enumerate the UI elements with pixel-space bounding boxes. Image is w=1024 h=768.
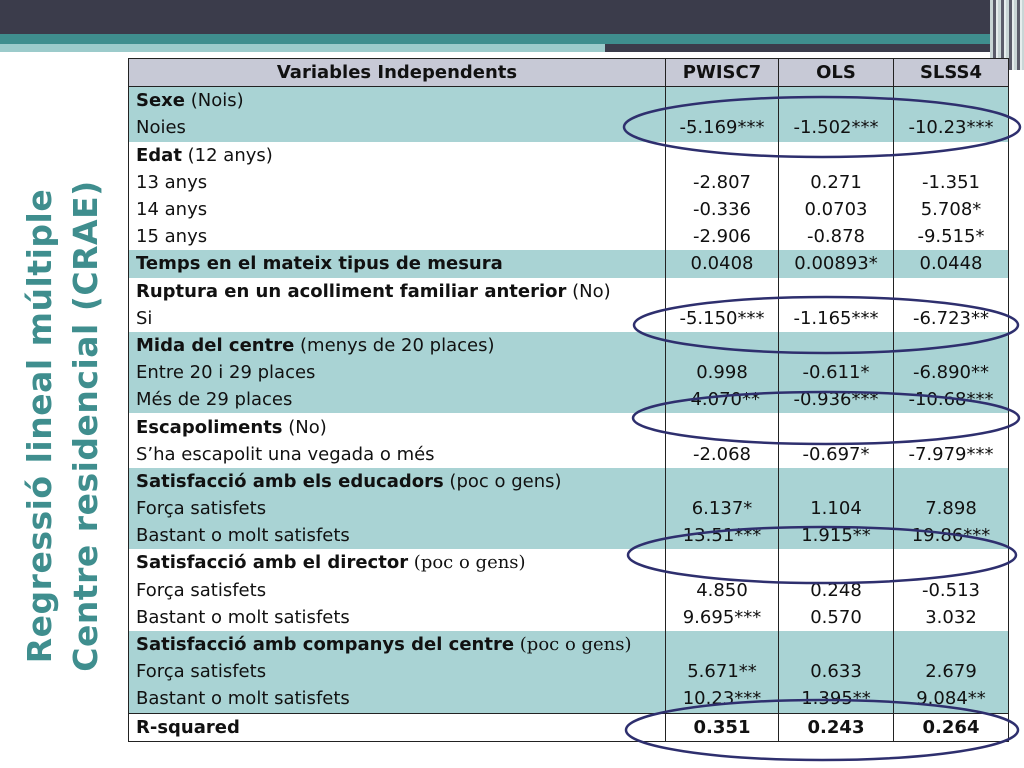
- variable-label: Satisfacció amb companys del centre: [136, 634, 515, 656]
- table-row: [129, 114, 1009, 141]
- value-cell: 3.032: [894, 604, 1009, 631]
- reference-category: (poc o gens): [443, 470, 562, 492]
- category-label: 13 anys: [129, 169, 666, 196]
- table-row: [129, 359, 1009, 386]
- value-cell: -2.906: [666, 223, 779, 250]
- value-cell: 0.264: [894, 713, 1009, 741]
- value-cell: 9.695***: [666, 604, 779, 631]
- value-cell: [894, 549, 1009, 576]
- table-row: [129, 522, 1009, 549]
- value-cell: -1.351: [894, 169, 1009, 196]
- category-label: S’ha escapolit una vegada o més: [129, 441, 666, 468]
- variable-label: Temps en el mateix tipus de mesura: [136, 253, 503, 275]
- value-cell: [894, 142, 1009, 169]
- value-cell: -4.070**: [666, 386, 779, 413]
- table-row: [129, 604, 1009, 631]
- category-label: Entre 20 i 29 places: [129, 359, 666, 386]
- table-row: [129, 332, 1009, 359]
- category-label: Bastant o molt satisfets: [129, 522, 666, 549]
- value-cell: [779, 631, 894, 658]
- value-cell: -5.169***: [666, 114, 779, 141]
- table-row: [129, 386, 1009, 413]
- value-cell: 4.850: [666, 577, 779, 604]
- category-label: Bastant o molt satisfets: [129, 604, 666, 631]
- variable-label: Edat: [136, 144, 182, 166]
- header-variables: Variables Independents: [129, 59, 666, 87]
- value-cell: [779, 332, 894, 359]
- table-row: [129, 685, 1009, 713]
- slide-accent-stripe: [0, 34, 1024, 44]
- value-cell: 0.0703: [779, 196, 894, 223]
- value-cell: [666, 413, 779, 440]
- reference-category: (No): [282, 416, 327, 438]
- value-cell: -0.878: [779, 223, 894, 250]
- variable-label: Mida del centre: [136, 334, 295, 356]
- value-cell: [779, 468, 894, 495]
- value-cell: 0.633: [779, 658, 894, 685]
- table-row: [129, 250, 1009, 277]
- value-cell: [666, 549, 779, 576]
- value-cell: -9.515*: [894, 223, 1009, 250]
- table-row: [129, 549, 1009, 576]
- slide-light-stripe: [0, 44, 605, 52]
- table-row: [129, 87, 1009, 115]
- variable-label: R-squared: [136, 716, 240, 738]
- category-label: Si: [129, 305, 666, 332]
- category-label: 14 anys: [129, 196, 666, 223]
- category-label: Més de 29 places: [129, 386, 666, 413]
- slide-top-bar: [0, 0, 1024, 34]
- table-row: [129, 305, 1009, 332]
- value-cell: -6.890**: [894, 359, 1009, 386]
- table-row: [129, 413, 1009, 440]
- category-label: Força satisfets: [129, 495, 666, 522]
- table-row: [129, 441, 1009, 468]
- header-slss4: SLSS4: [894, 59, 1009, 87]
- value-cell: 6.137*: [666, 495, 779, 522]
- value-cell: [779, 278, 894, 305]
- value-cell: [666, 142, 779, 169]
- reference-category: (Nois): [185, 90, 244, 112]
- value-cell: [894, 468, 1009, 495]
- header-ols: OLS: [779, 59, 894, 87]
- value-cell: 0.570: [779, 604, 894, 631]
- table-row: [129, 223, 1009, 250]
- variable-label: Satisfacció amb els educadors: [136, 470, 444, 492]
- value-cell: -2.807: [666, 169, 779, 196]
- table-row: [129, 278, 1009, 305]
- value-cell: 5.708*: [894, 196, 1009, 223]
- value-cell: [666, 87, 779, 115]
- table-header-row: [129, 59, 1009, 87]
- table-row: [129, 658, 1009, 685]
- value-cell: 0.0408: [666, 250, 779, 277]
- value-cell: 10.23***: [666, 685, 779, 713]
- value-cell: -2.068: [666, 441, 779, 468]
- value-cell: -5.150***: [666, 305, 779, 332]
- reference-category: (poc o gens): [514, 634, 632, 656]
- value-cell: -0.513: [894, 577, 1009, 604]
- slide-title-line2: Centre residencial (CRAE): [66, 180, 105, 672]
- variable-label: Escapoliments: [136, 416, 283, 438]
- value-cell: 1.915**: [779, 522, 894, 549]
- table-row: [129, 577, 1009, 604]
- value-cell: 0.248: [779, 577, 894, 604]
- variable-label: Ruptura en un acolliment familiar anterior: [136, 280, 567, 302]
- table-row: [129, 169, 1009, 196]
- table-row: [129, 631, 1009, 658]
- header-pwisc7: PWISC7: [666, 59, 779, 87]
- value-cell: -0.611*: [779, 359, 894, 386]
- value-cell: -0.697*: [779, 441, 894, 468]
- table-row: [129, 196, 1009, 223]
- value-cell: -1.502***: [779, 114, 894, 141]
- value-cell: 13.51***: [666, 522, 779, 549]
- reference-category: (menys de 20 places): [294, 334, 495, 356]
- table-row: [129, 142, 1009, 169]
- slide-dark-stripe: [605, 44, 1024, 52]
- value-cell: -6.723**: [894, 305, 1009, 332]
- reference-category: (poc o gens): [408, 552, 526, 574]
- value-cell: [779, 142, 894, 169]
- category-label: Noies: [129, 114, 666, 141]
- value-cell: -10.68***: [894, 386, 1009, 413]
- value-cell: 7.898: [894, 495, 1009, 522]
- value-cell: [894, 87, 1009, 115]
- value-cell: 0.243: [779, 713, 894, 741]
- category-label: Bastant o molt satisfets: [129, 685, 666, 713]
- reference-category: (No): [566, 280, 611, 302]
- value-cell: -0.936***: [779, 386, 894, 413]
- reference-category: (12 anys): [181, 144, 273, 166]
- category-label: Força satisfets: [129, 577, 666, 604]
- value-cell: [666, 631, 779, 658]
- value-cell: 0.0448: [894, 250, 1009, 277]
- value-cell: [666, 332, 779, 359]
- value-cell: 0.998: [666, 359, 779, 386]
- variable-label: Satisfacció amb el director: [136, 552, 409, 574]
- value-cell: [779, 87, 894, 115]
- value-cell: -1.165***: [779, 305, 894, 332]
- value-cell: -7.979***: [894, 441, 1009, 468]
- value-cell: [894, 631, 1009, 658]
- value-cell: -0.336: [666, 196, 779, 223]
- value-cell: 19.86***: [894, 522, 1009, 549]
- value-cell: [779, 413, 894, 440]
- value-cell: 0.00893*: [779, 250, 894, 277]
- variable-label: Sexe: [136, 90, 185, 112]
- value-cell: -10.23***: [894, 114, 1009, 141]
- value-cell: [894, 332, 1009, 359]
- value-cell: 1.395**: [779, 685, 894, 713]
- value-cell: 0.271: [779, 169, 894, 196]
- value-cell: 5.671**: [666, 658, 779, 685]
- table-row: [129, 468, 1009, 495]
- value-cell: 9.084**: [894, 685, 1009, 713]
- regression-table: [128, 58, 1009, 742]
- value-cell: [779, 549, 894, 576]
- value-cell: [894, 413, 1009, 440]
- value-cell: 2.679: [894, 658, 1009, 685]
- slide-title-line1: Regressió lineal múltiple: [20, 188, 59, 664]
- slide-title: [17, 141, 109, 711]
- category-label: Força satisfets: [129, 658, 666, 685]
- table-row-r-squared: [129, 713, 1009, 741]
- table-row: [129, 495, 1009, 522]
- value-cell: [666, 278, 779, 305]
- category-label: 15 anys: [129, 223, 666, 250]
- value-cell: [894, 278, 1009, 305]
- value-cell: 1.104: [779, 495, 894, 522]
- value-cell: 0.351: [666, 713, 779, 741]
- value-cell: [666, 468, 779, 495]
